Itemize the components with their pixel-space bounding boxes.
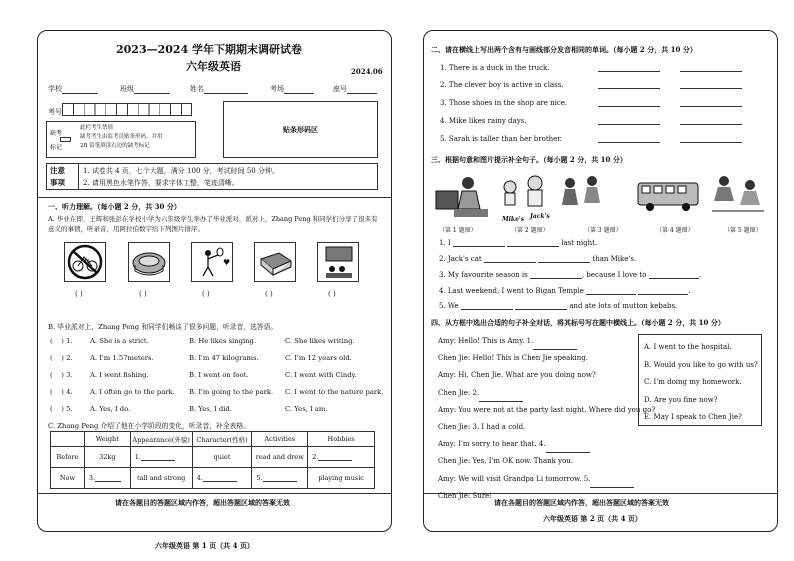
dialog-line-7: Amy: I'm sorry to hear that. 4. <box>438 436 655 453</box>
barcode-label: 贴条形码区 <box>283 125 318 134</box>
exam-title: 2023—2024 学年下期期末调研试卷 <box>116 43 303 56</box>
dialog-line-5: Amy: You were not at the party last night. Where did you go? <box>438 405 656 414</box>
exam-page-2 <box>423 30 778 532</box>
s2-item-2: 2. The clever boy is active in class. <box>440 81 775 89</box>
dialog-line-8: Chen Jie: Yes, I'm OK now. Thank you. <box>438 457 574 466</box>
secA-text: A. 毕业在即，王辉和张彭在学校小学为六年级学生举办了毕业派对，派对上，Zhang Peng 和同学们分享了很多有意义的事情，听录音，用阿拉伯数字给下列图片排序。 <box>48 215 378 233</box>
s3-line-1: 1. I last night. <box>439 239 598 247</box>
picture-badminton <box>191 242 233 282</box>
playing-icon <box>712 176 764 211</box>
notice-label: 注意 事项 <box>50 166 65 187</box>
picture-bicycle <box>64 242 106 282</box>
answer-a3[interactable]: ( ) <box>202 290 210 298</box>
picture-stadium <box>128 242 170 282</box>
tv-watching-icon <box>436 177 488 217</box>
s2-item-4: 4. Mike likes rainy days. <box>440 117 775 125</box>
b-row-4: ( ) 4. A. I often go to the park. B. I'm going to the park. C. I went to the nature park. <box>50 388 384 396</box>
exam-subtitle: 六年级英语 <box>186 60 241 73</box>
s3-illustrations <box>432 171 772 223</box>
dialog-line-4: Chen Jie: 2. <box>438 385 655 402</box>
s3-line-5: 5. We and ate lots of mutton kebabs. <box>439 302 678 310</box>
seat-field: 座号 <box>333 84 377 94</box>
answer-a4[interactable]: ( ) <box>265 290 273 298</box>
page-number-1: 六年级英语 第 1 页（共 4 页） <box>155 541 254 550</box>
cats-icon <box>504 176 542 206</box>
jacks-label: Jack's <box>530 213 550 220</box>
section3-title: 三、根据句意和图片提示补全句子。（每小题 2 分，共 10 分） <box>431 155 627 164</box>
choice-b: B. Would you like to go with us? <box>644 360 758 369</box>
change-table: Weight Appearance(外貌) Character(性格) Activities Hobbies Before 32kg 1. quiet read and drew 2. Now 3. tall and strong 4. 5. playing music <box>50 431 375 489</box>
choice-a: A. I went to the hospital. <box>644 343 732 351</box>
school-field: 学校 <box>48 84 98 94</box>
picture-book <box>254 242 296 282</box>
secC-text: C. Zhang Peng 介绍了他在小学阶段的变化，听录音，补全表格。 <box>48 422 251 430</box>
choice-d: D. Are you fine now? <box>644 395 718 404</box>
svg-text:♥: ♥ <box>223 258 231 267</box>
exam-number-grid[interactable] <box>62 103 192 116</box>
missing-mark-checkbox[interactable] <box>60 137 71 142</box>
answer-a5[interactable]: ( ) <box>328 290 336 298</box>
footer-notice: 请在各题目的答题区域内作答，超出答题区域的答案无效 <box>115 498 290 507</box>
exam-date: 2024.06 <box>351 67 383 76</box>
caption-3: （第 3 题图） <box>584 227 622 234</box>
missing-note: 此栏考生禁填 缺考考生由监考员贴条形码，并用 2B 铅笔填涂右边的缺考标记 <box>80 125 163 149</box>
s2-item-3: 3. Those shoes in the shop are nice. <box>440 99 775 107</box>
exam-page-1 <box>37 30 392 532</box>
b-row-2: ( ) 2. A. I'm 1.57meters. B. I'm 47 kilograms. C. I'm 12 years old. <box>50 354 352 362</box>
secB-text: B. 毕业派对上，Zhang Peng 和同学们畅谈了很多问题，听录音，选答语。 <box>48 323 278 331</box>
dialog <box>438 333 655 505</box>
section1-title: 一、听力理解。（每小题 2 分，共 30 分） <box>48 202 181 211</box>
notice-text: 1. 试卷共 4 页，七个大题，满分 100 分，考试时间 50 分钟。 2. 请用黑色水笔作答，要求字体工整，笔迹清晰。 <box>83 167 279 187</box>
answer-a2[interactable]: ( ) <box>139 290 147 298</box>
class-field: 班级 <box>120 84 170 94</box>
mikes-label: Mike's <box>502 216 525 223</box>
answer-a1[interactable]: ( ) <box>75 290 83 298</box>
choice-c: C. I'm doing my homework. <box>644 378 742 387</box>
s3-line-2: 2. Jack's cat than Mike's. <box>439 255 637 263</box>
dialog-line-9: Amy: We will visit Grandpa Li tomorrow. 5. <box>438 471 655 488</box>
badminton-icon <box>192 243 232 281</box>
section4-title: 四、从方框中选出合适的句子补全对话，将其标号写在题中横线上。（每小题 2 分，共 10 分） <box>431 318 725 327</box>
room-field: 考场 <box>270 84 314 94</box>
bus-icon <box>638 183 698 211</box>
picture-classroom <box>317 242 359 282</box>
s3-line-3: 3. My favourite season is , because I love to . <box>439 271 701 279</box>
footer-notice-2: 请在各题目的答题区域内作答，超出答题区域的答案无效 <box>494 498 669 507</box>
choices-list <box>644 339 758 427</box>
caption-1: （第 1 题图） <box>439 227 477 234</box>
no-bicycle-icon <box>65 243 105 281</box>
stadium-icon <box>129 243 169 281</box>
b-row-1: ( ) 1. A. She is a strict. B. He likes singing. C. She likes writing. <box>50 337 355 345</box>
kids-snow-icon <box>562 176 600 205</box>
page-number-2: 六年级英语 第 2 页（共 4 页） <box>543 514 642 523</box>
dialog-line-3: Amy: Hi, Chen Jie. What are you doing now? <box>438 371 596 380</box>
dialog-line-2: Chen Jie: Hello! This is Chen Jie speaking. <box>438 354 589 363</box>
b-row-3: ( ) 3. A. I went fishing. B. I went on foot. C. I went with Cindy. <box>50 371 357 379</box>
s2-item-1: 1. There is a duck in the truck. <box>440 64 775 72</box>
caption-2: （第 2 题图） <box>511 227 549 234</box>
name-field: 姓名 <box>190 84 248 94</box>
s3-line-4: 4. Last weekend, I went to Bigan Temple . <box>439 287 691 295</box>
dialog-line-10: Chen Jie: Sure! <box>438 491 493 500</box>
section2-title: 二、请在横线上写出两个含有与画线部分发音相同的单词。（每小题 2 分，共 10 分） <box>431 45 697 54</box>
exam-number-label: 考号 <box>48 108 62 116</box>
caption-5: （第 5 题图） <box>724 227 762 234</box>
missing-label: 缺考 标记 <box>50 130 63 151</box>
dialog-line-6: Chen Jie: 3. I had a cold. <box>438 423 526 432</box>
s2-item-5: 5. Sarah is taller than her brother. <box>440 135 775 143</box>
book-icon <box>255 243 295 281</box>
caption-4: （第 4 题图） <box>656 227 694 234</box>
choice-e: E. May I speak to Chen Jie? <box>644 413 742 422</box>
classroom-icon <box>318 243 358 281</box>
dialog-line-1: Amy: Hello! This is Amy. 1. <box>438 333 655 350</box>
b-row-5: ( ) 5. A. Yes, I do. B. Yes, I did. C. Yes, I am. <box>50 405 328 413</box>
